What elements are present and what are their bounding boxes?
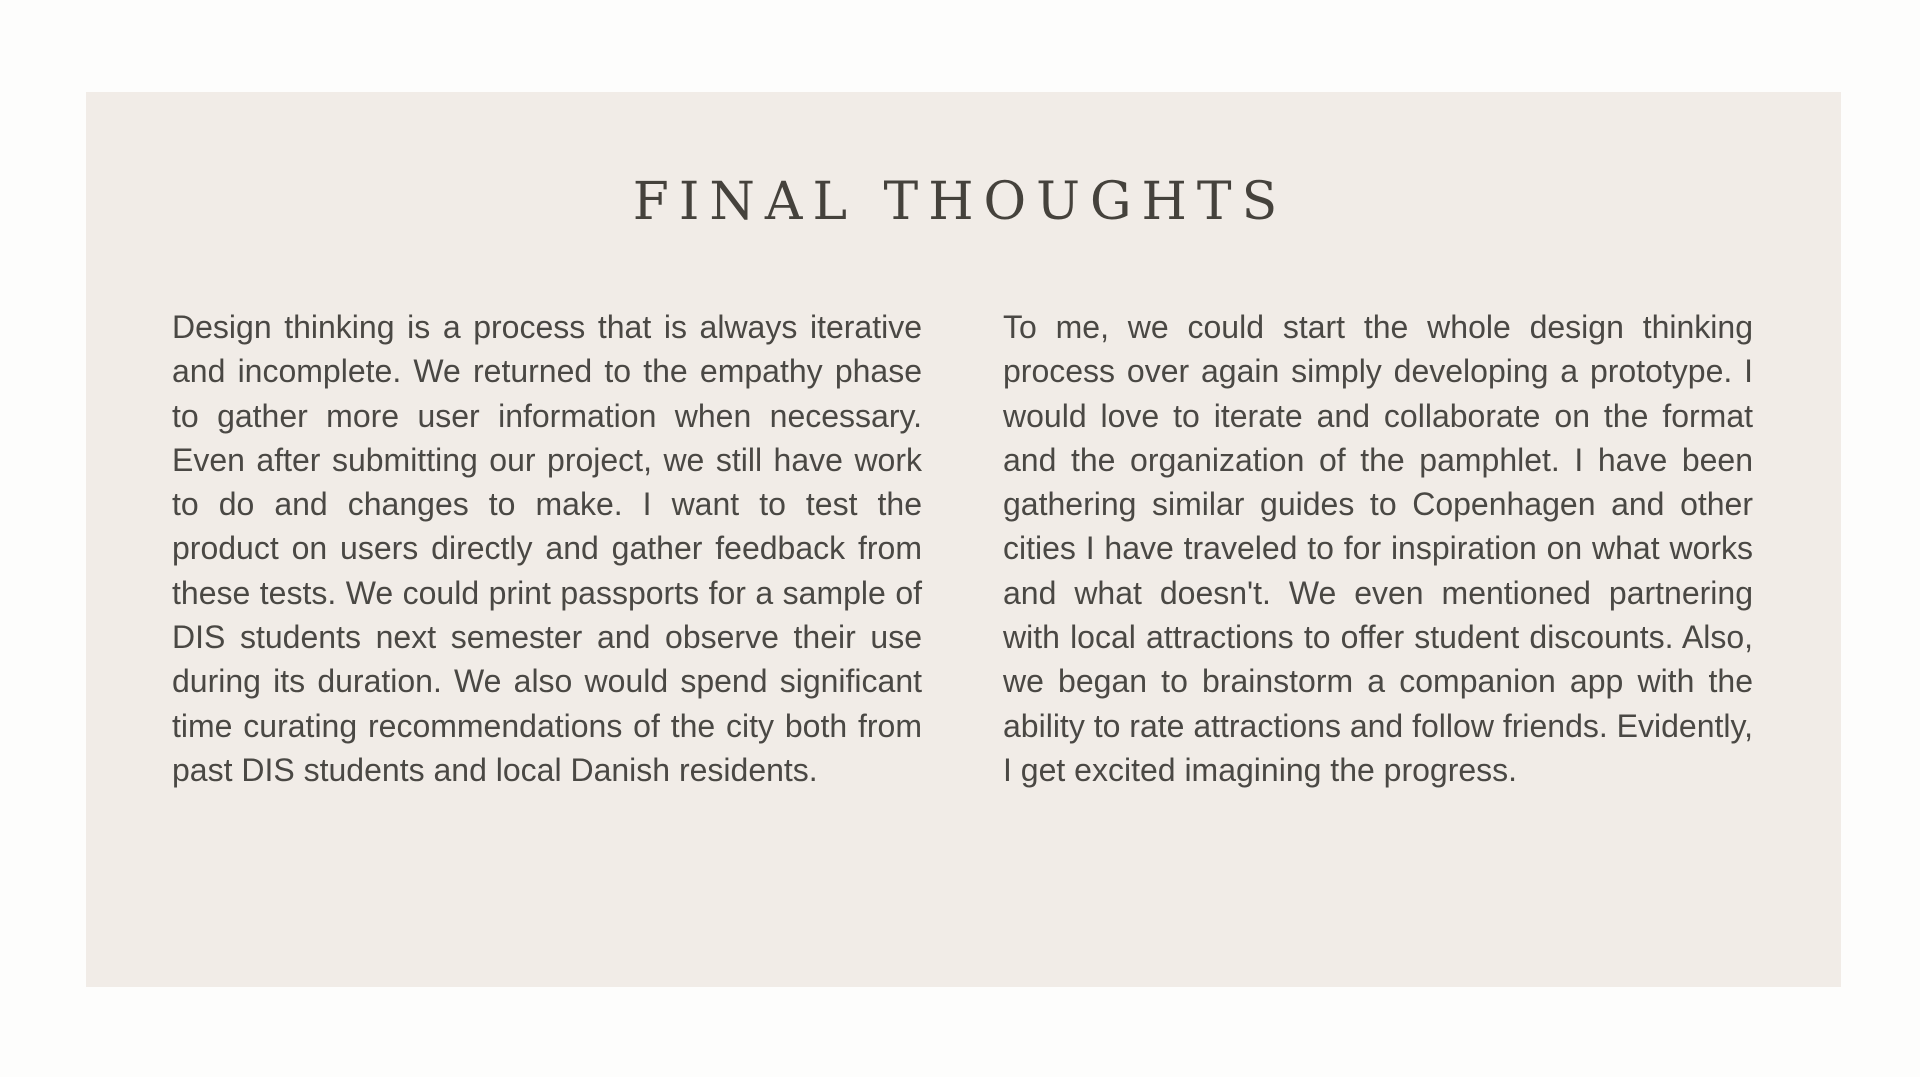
- right-column-paragraph: To me, we could start the whole design thinking process over again simply developing a prototype. I would love to iterate and collaborate on the format and the organization of the pamphlet. I have been gathering similar guides to Copenhagen and other cities I have traveled to for inspiration on what works and what doesn't. We even mentioned partnering with local attractions to offer student discounts. Also, we began to brainstorm a companion app with the ability to rate attractions and follow friends. Evidently, I get excited imagining the progress.: [1003, 309, 1753, 788]
- left-column-paragraph: Design thinking is a process that is always iterative and incomplete. We returned to the empathy phase to gather more user information when necessary. Even after submitting our project, we still have work to do and changes to make. I want to test the product on users directly and gather feedback from these tests. We could print passports for a sample of DIS students next semester and observe their use during its duration. We also would spend significant time curating recommendations of the city both from past DIS students and local Danish residents.: [172, 309, 922, 788]
- section-title: FINAL THOUGHTS: [632, 172, 1288, 232]
